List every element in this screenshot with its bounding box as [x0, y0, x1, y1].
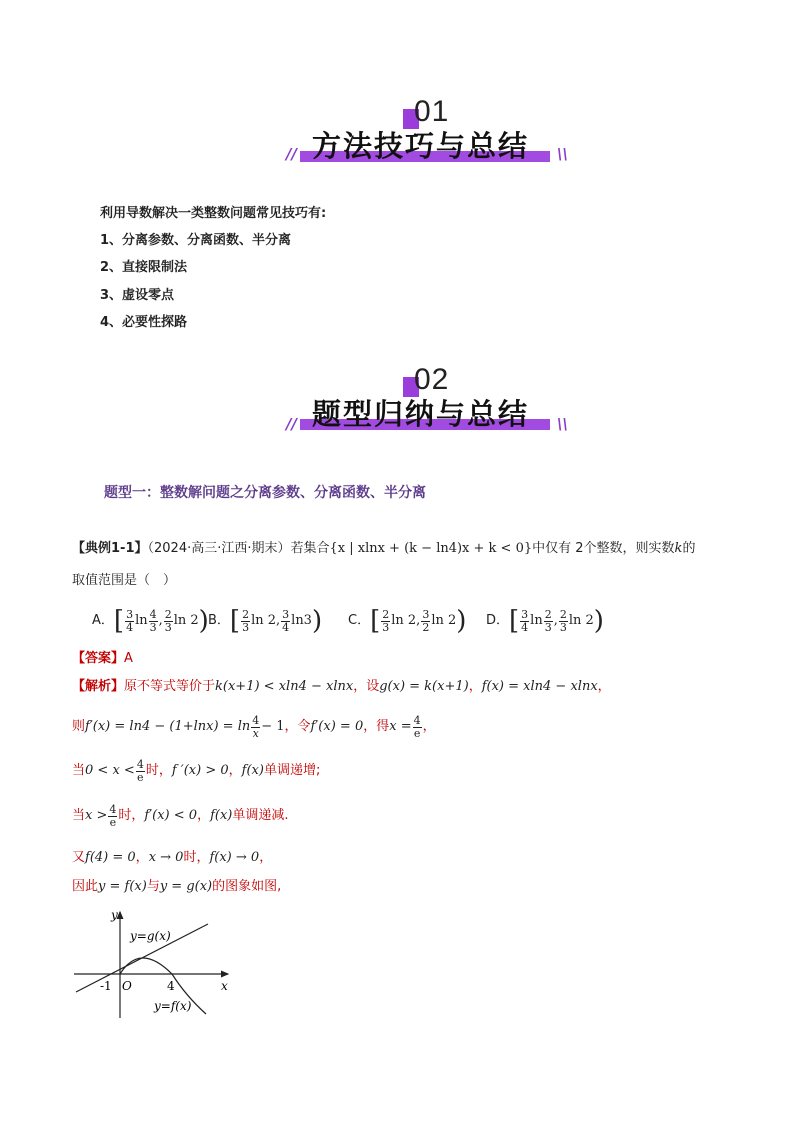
section-header-1 — [0, 95, 794, 175]
math-text: ln 2 — [431, 613, 457, 628]
option-label: A． — [92, 613, 114, 628]
denominator: x — [252, 726, 259, 740]
analysis-text: 因此 — [72, 879, 99, 894]
fraction — [381, 609, 390, 634]
numerator: 2 — [242, 607, 250, 621]
denominator: 4 — [521, 620, 529, 634]
analysis-line-2 — [72, 712, 436, 742]
example-line-2: 取值范围是（ ） — [72, 573, 177, 588]
math-expression: − 1 — [261, 719, 285, 734]
fraction — [520, 609, 529, 634]
math-expression: f(4) = 0 — [85, 850, 136, 865]
denominator: e — [109, 815, 117, 829]
analysis-text: 的图象如图, — [212, 879, 282, 894]
math-expression: f′(x) < 0 — [144, 808, 198, 823]
tick-label-neg1: -1 — [100, 979, 112, 993]
analysis-text: ， — [422, 719, 436, 734]
math-expression: f(x) — [210, 808, 233, 823]
answer-line — [72, 651, 133, 667]
curve-label-g: y=g(x) — [130, 929, 171, 943]
bracket-close: ) — [198, 606, 209, 636]
option-label: C． — [348, 613, 371, 628]
math-expression: y = f(x) — [98, 879, 147, 894]
bracket-open: [ — [509, 606, 520, 636]
denominator: 3 — [559, 620, 567, 634]
example-text: 中仅有 2个整数，则实数 — [532, 541, 675, 556]
numerator: 2 — [559, 607, 567, 621]
analysis-text: ， — [228, 763, 242, 778]
denominator: 4 — [126, 620, 134, 634]
math-expression: 0 < x < — [85, 763, 135, 778]
analysis-line-6 — [72, 879, 281, 895]
option-a: A． [ $\frac{3}{4}$ ln $\frac{4}{3}$ , $\frac{2}{3}$ ln 2 ) — [92, 606, 209, 636]
intro-item: 2、直接限制法 — [100, 260, 188, 275]
analysis-text: 单调递减. — [232, 808, 289, 823]
section-title: 题型归纳与总结 — [312, 397, 530, 431]
numerator: 3 — [282, 607, 290, 621]
example-tag: 【典例1-1】 — [72, 541, 148, 556]
analysis-text: ，设 — [353, 679, 380, 694]
analysis-text: ，令 — [284, 719, 311, 734]
denominator: 3 — [382, 620, 390, 634]
option-label: B． — [208, 613, 230, 628]
numerator: 4 — [252, 713, 260, 727]
numerator: 2 — [164, 607, 172, 621]
analysis-text: ， — [259, 850, 273, 865]
numerator: 3 — [521, 607, 529, 621]
math-expression: f(x) → 0 — [209, 850, 260, 865]
fraction — [281, 609, 290, 634]
analysis-text: 时， — [183, 850, 210, 865]
analysis-text: ， — [197, 808, 211, 823]
intro-item: 1、分离参数、分离函数、半分离 — [100, 233, 292, 248]
analysis-text: 与 — [146, 879, 160, 894]
analysis-text: 当 — [72, 763, 86, 778]
math-expression: f′(x) = ln4 − (1+lnx) = ln — [85, 719, 251, 734]
title-decoration-right: \\ — [557, 415, 568, 433]
intro-lead: 利用导数解决一类整数问题常见技巧有: — [100, 206, 327, 221]
bracket-close: ) — [456, 606, 467, 636]
numerator: 2 — [544, 607, 552, 621]
math-expression: x > — [85, 808, 108, 823]
analysis-text: ，得 — [363, 719, 390, 734]
math-text: ln — [135, 613, 148, 628]
denominator: e — [137, 770, 144, 784]
analysis-text: 则 — [72, 719, 86, 734]
fraction — [251, 715, 260, 740]
option-c — [348, 606, 466, 636]
denominator: 3 — [149, 620, 157, 634]
fraction — [149, 609, 158, 634]
section-header-2 — [0, 363, 794, 443]
math-text: ln 2, — [251, 613, 281, 628]
numerator: 3 — [126, 607, 134, 621]
analysis-text: 又 — [72, 850, 86, 865]
example-source: （2024·高三·江西·期末）若集合 — [147, 541, 330, 556]
analysis-text: 当 — [72, 808, 86, 823]
fraction — [559, 609, 568, 634]
bracket-close: ) — [593, 606, 604, 636]
title-decoration-left: // — [286, 145, 297, 163]
tick-label-4: 4 — [167, 979, 175, 993]
answer-tag: 【答案】 — [72, 651, 125, 666]
fraction — [413, 715, 422, 740]
math-text: ln 2 — [568, 613, 594, 628]
section-title: 方法技巧与总结 — [312, 129, 530, 163]
fraction — [164, 609, 173, 634]
analysis-text: 时， — [145, 763, 172, 778]
example-text-end: 的 — [682, 541, 696, 556]
math-expression: x → 0 — [148, 850, 184, 865]
fraction — [108, 804, 117, 829]
math-expression: f ′(x) > 0 — [171, 763, 229, 778]
numerator: 4 — [136, 757, 144, 771]
numerator: 3 — [422, 607, 430, 621]
variable-k: k — [674, 541, 683, 556]
intro-item: 3、虚设零点 — [100, 288, 175, 303]
fraction — [241, 609, 250, 634]
math-text: ln3 — [291, 613, 312, 628]
numerator: 4 — [149, 607, 157, 621]
bracket-open: [ — [229, 606, 241, 636]
math-expression: k(x+1) < xln4 − xlnx — [215, 679, 354, 694]
answer-value: A — [124, 651, 133, 666]
analysis-line-1 — [72, 679, 611, 695]
analysis-text: ， — [468, 679, 482, 694]
denominator: 3 — [164, 620, 172, 634]
origin-label: O — [122, 979, 132, 993]
analysis-line-3 — [72, 756, 320, 786]
numerator: 2 — [382, 607, 390, 621]
topic-heading: 题型一：整数解问题之分离参数、分离函数、半分离 — [104, 485, 426, 501]
numerator: 4 — [109, 802, 117, 816]
math-text: ln 2, — [391, 613, 421, 628]
title-decoration-right: \\ — [557, 145, 568, 163]
fraction — [544, 609, 553, 634]
denominator: 4 — [282, 620, 290, 634]
analysis-tag: 【解析】 — [72, 679, 125, 694]
option-d: D． [ $\frac{3}{4}$ ln $\frac{2}{3}$ , $\frac{2}{3}$ ln 2 ) — [486, 606, 604, 636]
analysis-line-5 — [72, 850, 272, 866]
title-decoration-left: // — [286, 415, 297, 433]
option-label: D． — [486, 613, 510, 628]
bracket-open: [ — [113, 606, 125, 636]
intro-item: 4、必要性探路 — [100, 315, 188, 330]
analysis-text: ， — [597, 679, 611, 694]
curve-label-f: y=f(x) — [154, 999, 192, 1013]
math-text: ln — [530, 613, 543, 628]
analysis-text: 时， — [118, 808, 145, 823]
math-expression: f(x) = xln4 − xlnx — [481, 679, 598, 694]
x-axis-label: x — [221, 979, 228, 993]
math-text: ln 2 — [173, 613, 199, 628]
denominator: 3 — [242, 620, 250, 634]
denominator: 3 — [544, 620, 552, 634]
option-b — [208, 606, 322, 636]
analysis-text: 原不等式等价于 — [124, 679, 216, 694]
section-number: 01 — [414, 95, 450, 128]
math-expression: x = — [389, 719, 412, 734]
denominator: e — [413, 726, 421, 740]
function-graph — [68, 906, 238, 1024]
example-line-1 — [72, 541, 695, 557]
math-expression: f(x) — [241, 763, 264, 778]
denominator: 2 — [422, 620, 430, 634]
bracket-open: [ — [370, 606, 381, 636]
math-expression: f′(x) = 0 — [310, 719, 364, 734]
analysis-text: 单调递增; — [263, 763, 321, 778]
section-number: 02 — [414, 363, 450, 396]
fraction — [125, 609, 134, 634]
math-expression: y = g(x) — [159, 879, 213, 894]
y-axis-label: y — [111, 908, 118, 922]
fraction — [136, 759, 145, 784]
bracket-close: ) — [311, 606, 323, 636]
set-expression: {x | xlnx + (k − ln4)x + k < 0} — [329, 541, 533, 556]
analysis-line-4 — [72, 801, 289, 831]
numerator: 4 — [413, 713, 421, 727]
fraction — [421, 609, 430, 634]
math-expression: g(x) = k(x+1) — [379, 679, 469, 694]
analysis-text: ， — [135, 850, 149, 865]
